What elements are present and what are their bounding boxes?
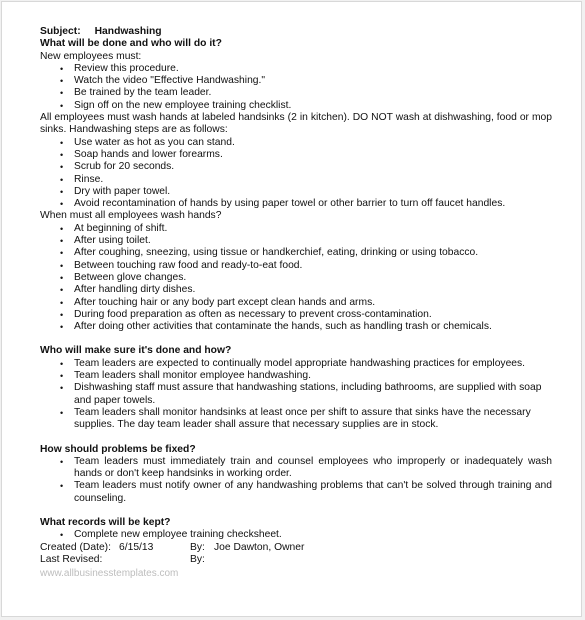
created-by-value: Joe Dawton, Owner (214, 541, 305, 553)
when-wash-question: When must all employees wash hands? (40, 210, 222, 222)
list-item: • Team leaders must immediately train and counsel employees who improperly or inadequately wash hands or don't keep handsinks in working order. (40, 456, 552, 481)
list-item: • During food preparation as often as necessary to prevent cross-contamination. (40, 309, 552, 321)
handwashing-steps-list (40, 137, 552, 211)
subject-label: Subject: (40, 26, 81, 37)
list-item: • Complete new employee training checksheet. (40, 529, 552, 541)
section-heading-what: What will be done and who will do it? (40, 38, 222, 50)
list-item: • Sign off on the new employee training checklist. (40, 100, 552, 112)
list-item: • Rinse. (40, 174, 552, 186)
handsink-paragraph: All employees must wash hands at labeled handsinks (2 in kitchen). DO NOT wash at dishwashing, food or mop sinks. Handwashing steps are as follows: (40, 112, 552, 136)
new-employee-list (40, 63, 552, 112)
watermark-text: www.allbusinesstemplates.com (40, 567, 179, 579)
list-item: • Review this procedure. (40, 63, 552, 75)
revised-label: Last Revised: (40, 553, 103, 565)
created-date: 6/15/13 (119, 541, 154, 553)
document-body (40, 26, 552, 580)
list-item: • After handling dirty dishes. (40, 284, 552, 296)
list-item: • After coughing, sneezing, using tissue or handkerchief, eating, drinking or using tobacco. (40, 247, 552, 259)
subject-value: Handwashing (94, 26, 162, 37)
records-list (40, 529, 552, 541)
list-item: • Between touching raw food and ready-to-eat food. (40, 260, 552, 272)
section-heading-records: What records will be kept? (40, 516, 171, 528)
list-item: • After using toilet. (40, 235, 552, 247)
list-item: • Watch the video "Effective Handwashing." (40, 75, 552, 87)
document-page (1, 1, 582, 617)
revised-by-label: By: (190, 553, 205, 565)
list-item: • Dry with paper towel. (40, 186, 552, 198)
list-item: • Team leaders are expected to continually model appropriate handwashing practices for employees. (40, 358, 552, 370)
problems-list (40, 456, 552, 505)
list-item: • After touching hair or any body part except clean hands and arms. (40, 297, 552, 309)
list-item: • Use water as hot as you can stand. (40, 137, 552, 149)
when-wash-list (40, 223, 552, 334)
created-row (40, 542, 552, 554)
section-intro: New employees must: (40, 50, 142, 62)
created-by-label: By: (190, 541, 205, 553)
list-item: • Scrub for 20 seconds. (40, 161, 552, 173)
list-item: • Team leaders must notify owner of any handwashing problems that can't be solved through training and counseling. (40, 480, 552, 505)
list-item: • At beginning of shift. (40, 223, 552, 235)
list-item: • Soap hands and lower forearms. (40, 149, 552, 161)
list-item: • Between glove changes. (40, 272, 552, 284)
list-item: • Dishwashing staff must assure that handwashing stations, including bathrooms, are supplied with soap and paper towels. (40, 382, 552, 407)
list-item: • Be trained by the team leader. (40, 87, 552, 99)
list-item: • Team leaders shall monitor employee handwashing. (40, 370, 552, 382)
list-item: • Team leaders shall monitor handsinks at least once per shift to assure that sinks have the necessary supplies. The day team leader shall assure that necessary supplies are in stock. (40, 407, 552, 432)
section-heading-problems: How should problems be fixed? (40, 443, 196, 455)
monitoring-list (40, 358, 552, 432)
section-heading-who: Who will make sure it's done and how? (40, 345, 232, 357)
subject-line (40, 26, 552, 38)
revised-row (40, 554, 552, 566)
created-label: Created (Date): (40, 541, 111, 553)
list-item: • After doing other activities that contaminate the hands, such as handling trash or chemicals. (40, 321, 552, 333)
list-item: • Avoid recontamination of hands by using paper towel or other barrier to turn off faucet handles. (40, 198, 552, 210)
